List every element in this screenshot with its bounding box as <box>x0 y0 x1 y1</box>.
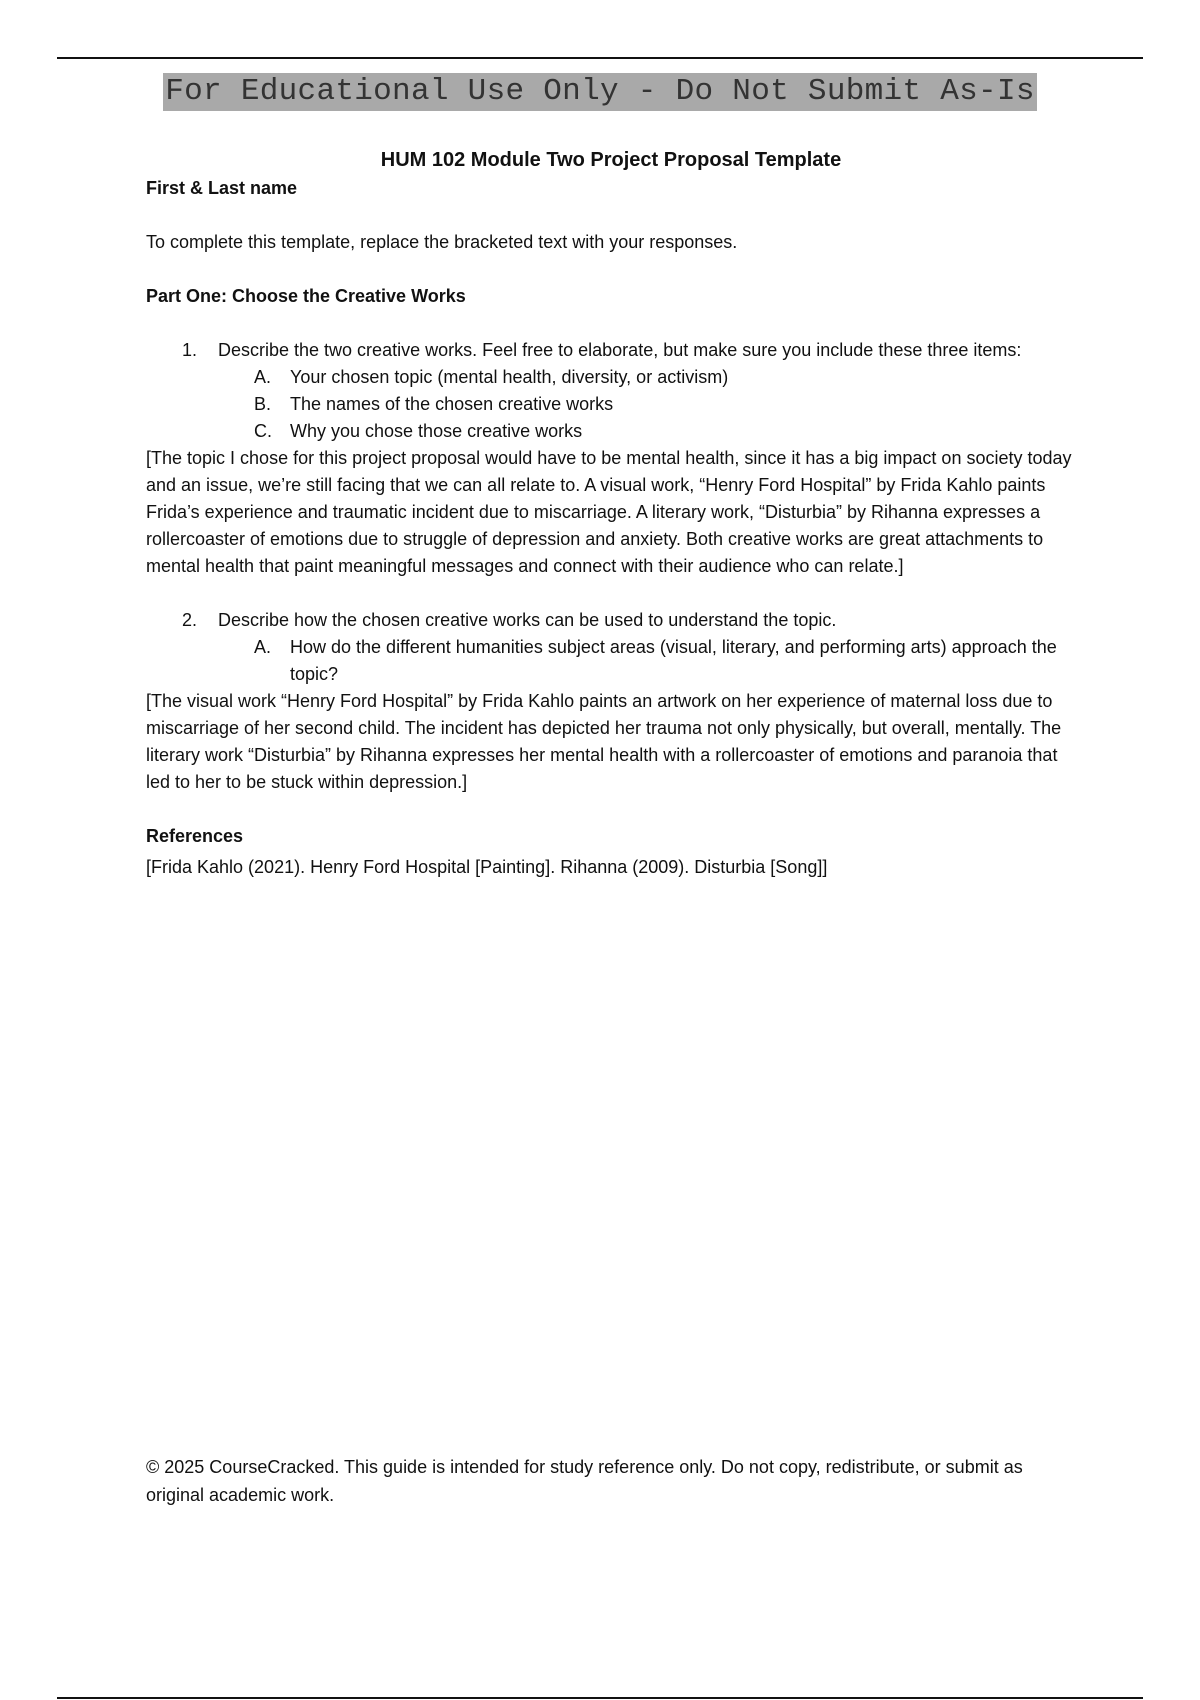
question-1-text: Describe the two creative works. Feel free to elaborate, but make sure you include these three items: <box>218 340 1022 360</box>
instructions: To complete this template, replace the bracketed text with your responses. <box>146 232 738 252</box>
question-1-number: 1. <box>182 340 198 360</box>
top-rule <box>57 57 1143 59</box>
part-one-heading: Part One: Choose the Creative Works <box>146 286 466 306</box>
question-1-item-a <box>146 364 1076 391</box>
bottom-rule <box>57 1697 1143 1699</box>
document-title: HUM 102 Module Two Project Proposal Template <box>380 149 842 171</box>
banner-container <box>0 73 1200 111</box>
educational-use-banner: For Educational Use Only - Do Not Submit As-Is <box>165 74 1035 109</box>
question-1-prompt <box>146 337 1076 364</box>
question-1-item-c <box>146 418 1076 445</box>
item-text: How do the different humanities subject areas (visual, literary, and performing arts) approach the topic? <box>290 637 1057 684</box>
document-body <box>146 145 1076 881</box>
question-1 <box>146 337 1076 580</box>
question-2-item-a <box>146 634 1076 688</box>
question-1-item-b <box>146 391 1076 418</box>
item-letter: B. <box>254 394 272 414</box>
question-2-number: 2. <box>182 610 198 630</box>
question-1-answer: [The topic I chose for this project proposal would have to be mental health, since it has a big impact on society today and an issue, we’re still facing that we can all relate to. A visual work, “Henry Ford Hospital” by Frida Kahlo paints Frida’s experience and traumatic incident due to miscarriage. A literary work, “Disturbia” by Rihanna expresses a rollercoaster of emotions due to struggle of depression and anxiety. Both creative works are great attachments to mental health that paint meaningful messages and connect with their audience who can relate.] <box>146 448 1072 576</box>
item-letter: A. <box>254 637 272 657</box>
question-2-text: Describe how the chosen creative works can be used to understand the topic. <box>218 610 837 630</box>
copyright-footer: © 2025 CourseCracked. This guide is intended for study reference only. Do not copy, redistribute, or submit as original academic work. <box>146 1457 1023 1505</box>
item-text: Why you chose those creative works <box>290 421 583 441</box>
name-line: First & Last name <box>146 178 298 198</box>
item-text: Your chosen topic (mental health, diversity, or activism) <box>290 367 729 387</box>
item-letter: C. <box>254 421 272 441</box>
question-2 <box>146 607 1076 796</box>
references-heading: References <box>146 826 244 846</box>
question-2-answer: [The visual work “Henry Ford Hospital” by Frida Kahlo paints an artwork on her experience of maternal loss due to miscarriage of her second child. The incident has depicted her trauma not only physically, but overall, mentally. The literary work “Disturbia” by Rihanna expresses her mental health with a rollercoaster of emotions and paranoia that led to her to be stuck within depression.] <box>146 691 1062 792</box>
item-letter: A. <box>254 367 272 387</box>
references-text: [Frida Kahlo (2021). Henry Ford Hospital [Painting]. Rihanna (2009). Disturbia [Song]] <box>146 857 828 877</box>
question-2-prompt <box>146 607 1076 634</box>
item-text: The names of the chosen creative works <box>290 394 614 414</box>
